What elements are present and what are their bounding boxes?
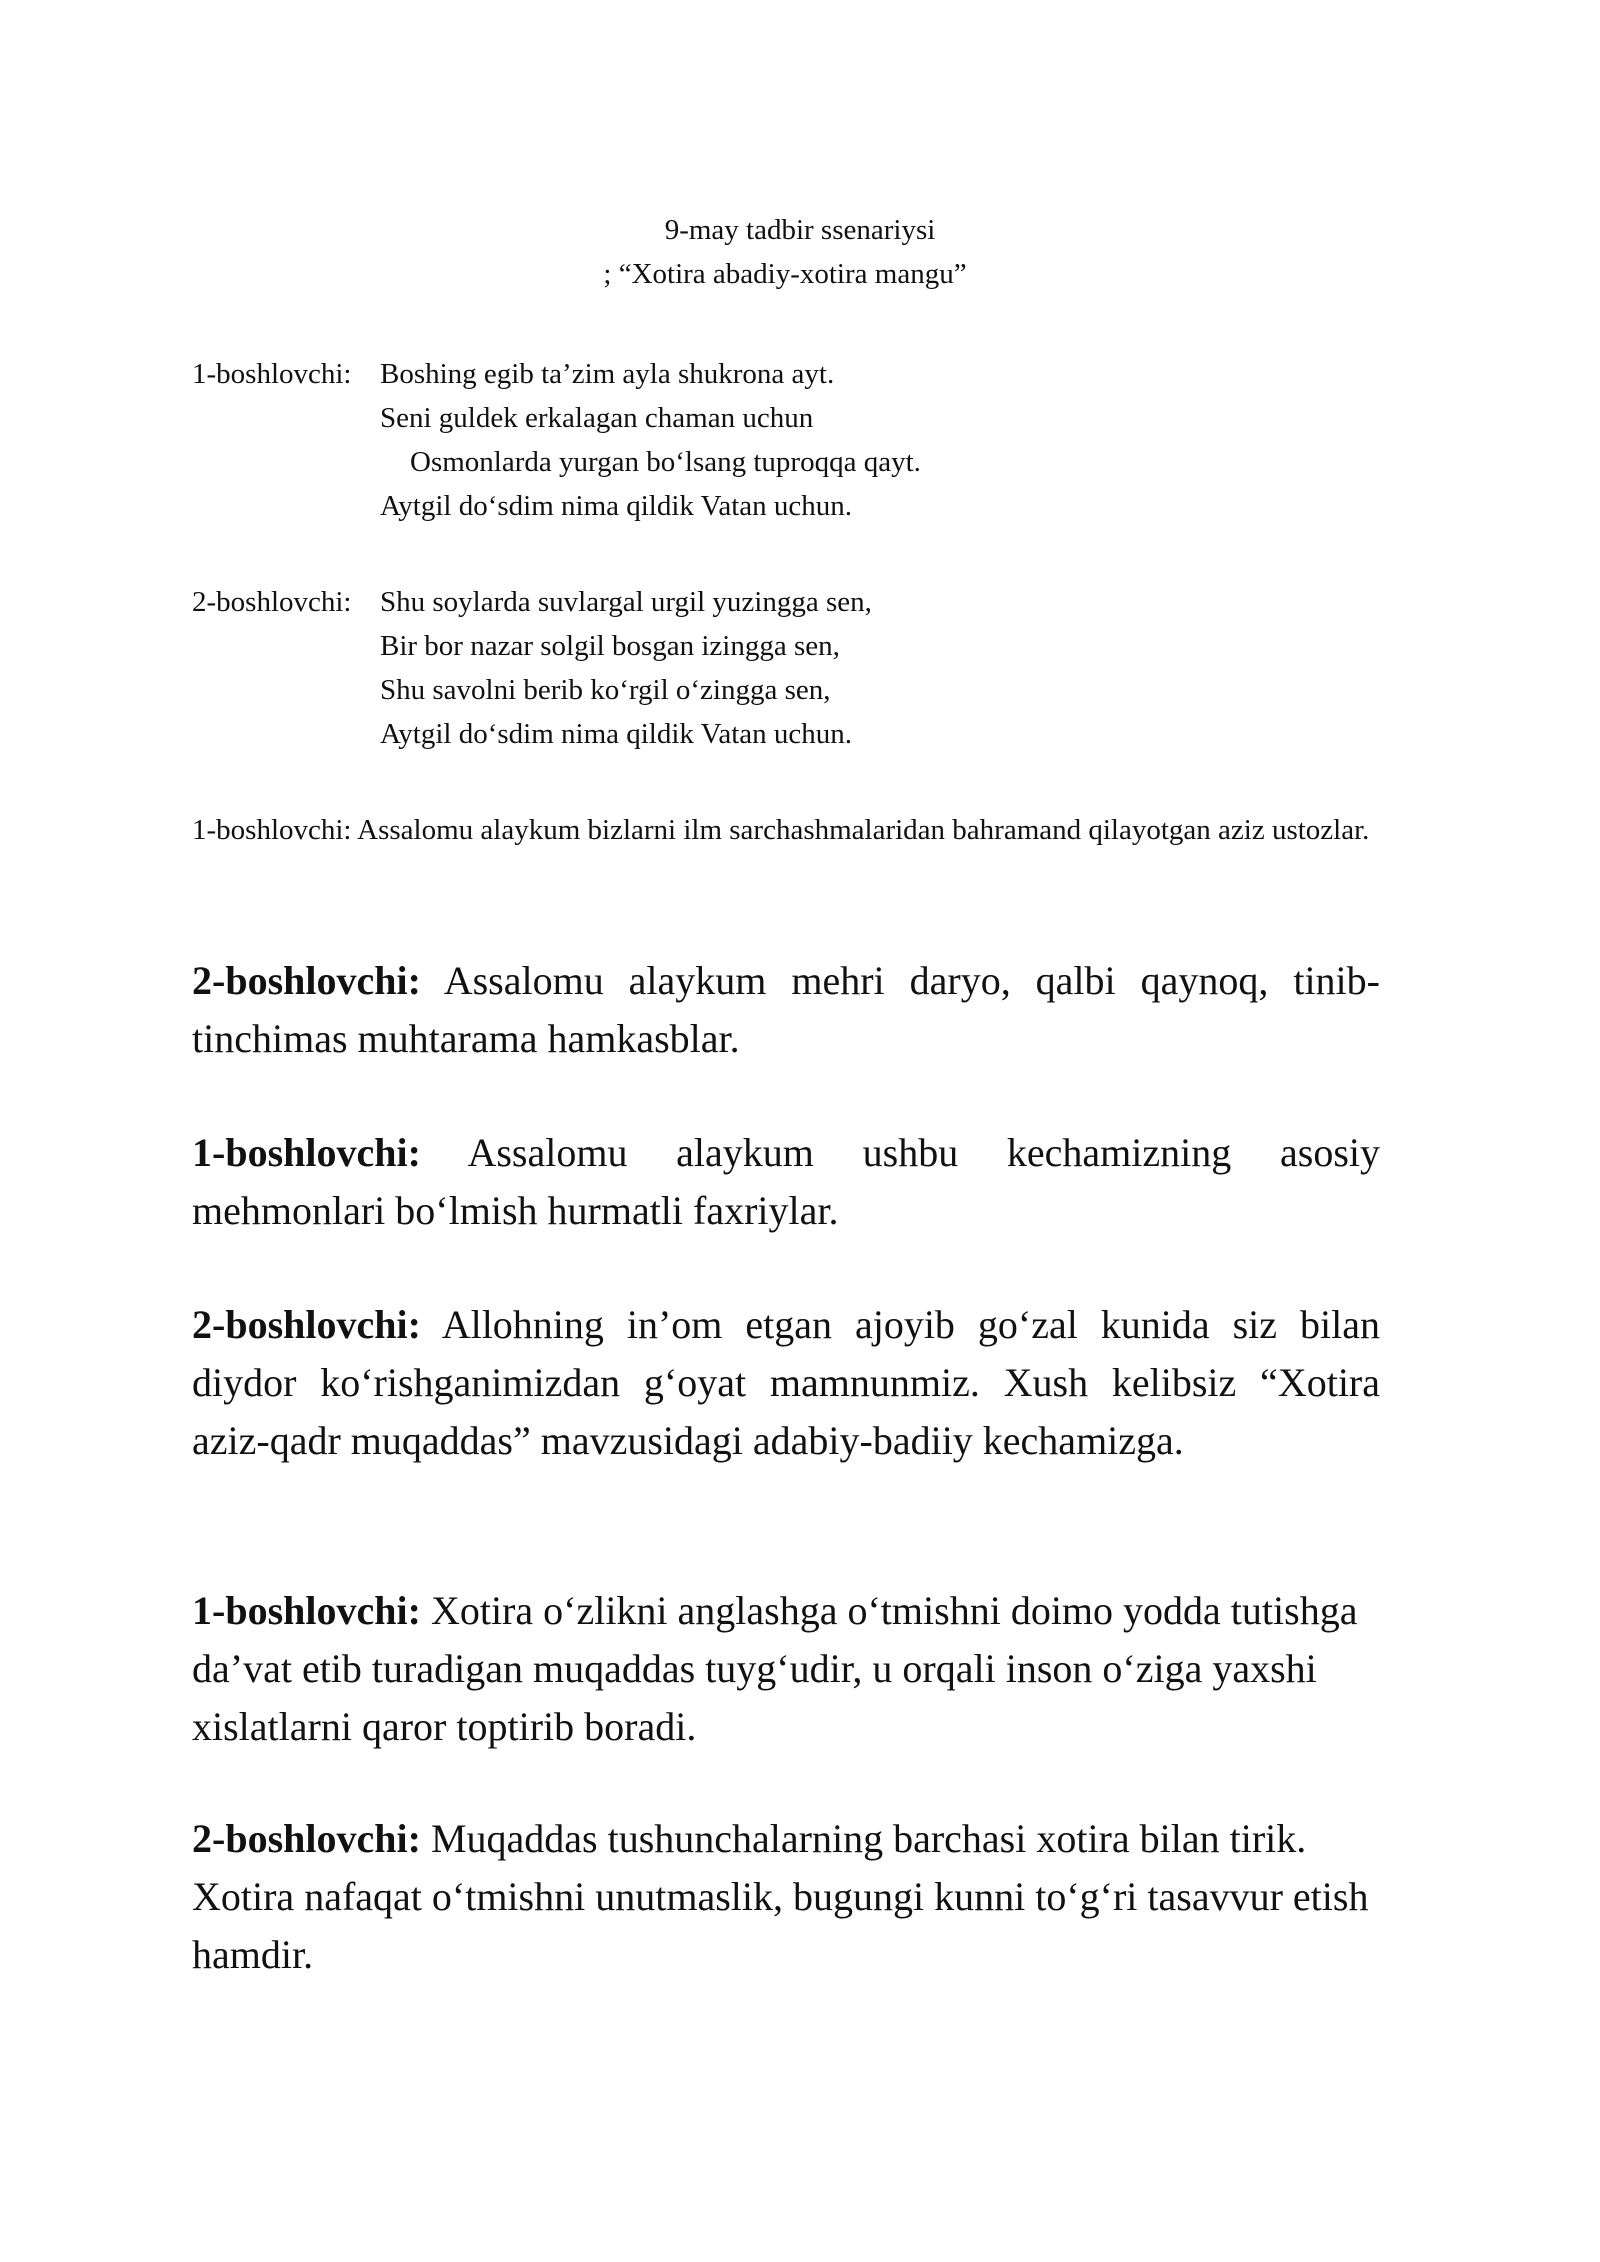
- paragraph-speaker: 1-boshlovchi:: [192, 1130, 421, 1175]
- greeting-text: Assalomu alaykum bizlarni ilm sarchashmalaridan bahramand qilayotgan aziz ustozlar.: [357, 814, 1370, 846]
- verse-2: [192, 580, 1380, 756]
- dialogue-paragraph: [192, 1582, 1380, 1756]
- paragraph-text: Muqaddas tushunchalarning barchasi xotira bilan tirik. Xotira nafaqat o‘tmishni unutmaslik, bugungi kunni to‘g‘ri tasavvur etish hamdir.: [192, 1816, 1369, 1977]
- verse-2-line: Shu soylarda suvlargal urgil yuzingga sen,: [380, 586, 872, 618]
- verse-2-speaker: 2-boshlovchi:: [192, 586, 352, 618]
- title-line-2: ; “Xotira abadiy-xotira mangu”: [603, 258, 967, 290]
- greeting-speaker: 1-boshlovchi:: [192, 814, 352, 846]
- paragraph-speaker: 2-boshlovchi:: [192, 1816, 421, 1861]
- title-line-1: 9-may tadbir ssenariysi: [664, 214, 936, 246]
- dialogue-paragraph: [192, 1296, 1380, 1470]
- dialogue-paragraph: [192, 1124, 1380, 1240]
- verse-1-line: Aytgil do‘sdim nima qildik Vatan uchun.: [380, 490, 853, 522]
- paragraph-speaker: 2-boshlovchi:: [192, 958, 421, 1003]
- document-title: [0, 208, 1600, 296]
- verse-2-line: Bir bor nazar solgil bosgan izingga sen,: [380, 630, 840, 662]
- verse-1: [192, 352, 1380, 528]
- paragraph-speaker: 2-boshlovchi:: [192, 1302, 421, 1347]
- dialogue-paragraph: [192, 952, 1380, 1068]
- paragraph-text: Allohning in’om etgan ajoyib go‘zal kunida siz bilan diydor ko‘rishganimizdan g‘oyat mamnunmiz. Xush kelibsiz “Xotira aziz-qadr muqaddas” mavzusidagi adabiy-badiiy kechamizga.: [192, 1302, 1380, 1463]
- paragraph-speaker: 1-boshlovchi:: [192, 1588, 421, 1633]
- greeting-paragraph: [192, 808, 1380, 852]
- verse-1-line: Seni guldek erkalagan chaman uchun: [380, 402, 814, 434]
- verse-1-line: Osmonlarda yurgan bo‘lsang tuproqqa qayt.: [410, 446, 921, 478]
- verse-1-speaker: 1-boshlovchi:: [192, 358, 352, 390]
- verse-1-line: Boshing egib ta’zim ayla shukrona ayt.: [380, 358, 835, 390]
- verse-2-line: Shu savolni berib ko‘rgil o‘zingga sen,: [380, 674, 831, 706]
- paragraph-text: Assalomu alaykum ushbu kechamizning asosiy mehmonlari bo‘lmish hurmatli faxriylar.: [192, 1130, 1380, 1233]
- paragraph-text: Xotira o‘zlikni anglashga o‘tmishni doimo yodda tutishga da’vat etib turadigan muqaddas tuyg‘udir, u orqali inson o‘ziga yaxshi xislatlarni qaror toptirib boradi.: [192, 1588, 1358, 1749]
- paragraph-text: Assalomu alaykum mehri daryo, qalbi qaynoq, tinib-tinchimas muhtarama hamkasblar.: [192, 958, 1380, 1061]
- dialogue-paragraph: [192, 1810, 1380, 1984]
- verse-2-line: Aytgil do‘sdim nima qildik Vatan uchun.: [380, 718, 853, 750]
